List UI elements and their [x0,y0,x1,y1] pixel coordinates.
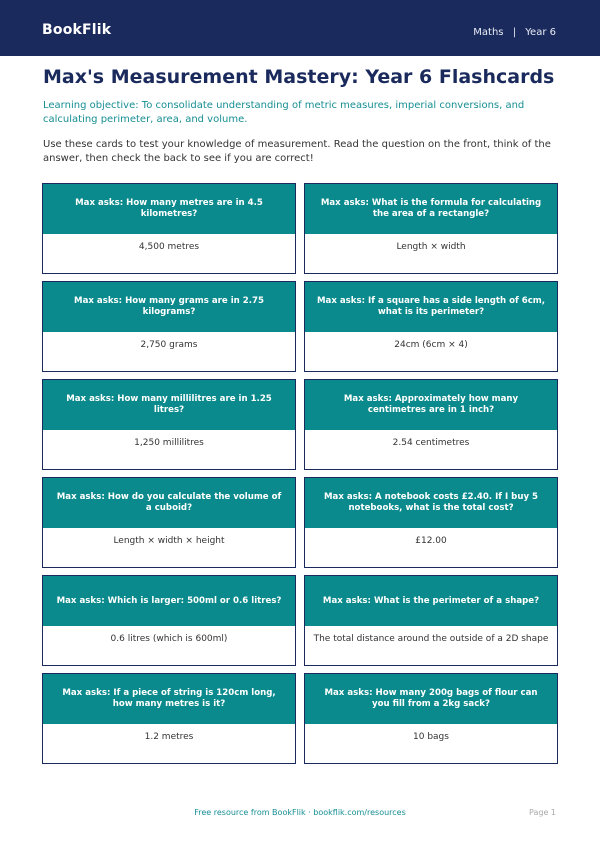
flashcard-answer: 1,250 millilitres [134,438,204,448]
flashcard-answer: 1.2 metres [144,732,194,742]
flashcard-answer: 0.6 litres (which is 600ml) [110,634,228,644]
flashcard[interactable] [304,379,558,470]
flashcard[interactable] [42,575,296,666]
flashcard-question: Max asks: A notebook costs £2.40. If I buy 5 notebooks, what is the total cost? [305,478,557,528]
flashcard-question: Max asks: If a square has a side length of 6cm, what is its perimeter? [305,282,557,332]
flashcard[interactable] [304,281,558,372]
flashcard-question: Max asks: How many metres are in 4.5 kilometres? [43,184,295,234]
intro-text: Use these cards to test your knowledge of measurement. Read the question on the front, think of the answer, then check the back to see if you are correct! [43,139,551,164]
flashcard[interactable] [42,183,296,274]
flashcard[interactable] [304,477,558,568]
flashcard[interactable] [42,281,296,372]
flashcard-question: Max asks: What is the perimeter of a shape? [305,576,557,626]
flashcard-answer: 2.54 centimetres [392,438,470,448]
flashcard[interactable] [304,673,558,764]
subject-label: Maths [473,27,504,38]
flashcard-answer: The total distance around the outside of a 2D shape [313,634,549,644]
flashcard-answer: 2,750 grams [140,340,198,350]
flashcard-question: Max asks: Approximately how many centimetres are in 1 inch? [305,380,557,430]
flashcard[interactable] [304,183,558,274]
subject-meta [473,27,556,38]
flashcard-answer: 10 bags [413,732,449,742]
flashcard[interactable] [42,379,296,470]
year-label: Year 6 [525,27,556,38]
flashcard-answer: 24cm (6cm × 4) [394,340,468,350]
flashcard[interactable] [42,477,296,568]
flashcard-question: Max asks: If a piece of string is 120cm long, how many metres is it? [43,674,295,724]
flashcard[interactable] [42,673,296,764]
flashcard-answer: 4,500 metres [138,242,200,252]
flashcard[interactable] [304,575,558,666]
flashcard-question: Max asks: What is the formula for calculating the area of a rectangle? [305,184,557,234]
flashcard-answer: Length × width [396,242,466,252]
learning-objective: Learning objective: To consolidate understanding of metric measures, imperial conversions, and calculating perimeter, area, and volume. [43,100,525,125]
flashcard-question: Max asks: How many grams are in 2.75 kilograms? [43,282,295,332]
flashcard-answer: Length × width × height [113,536,225,546]
page-title: Max's Measurement Mastery: Year 6 Flashcards [43,66,555,88]
meta-separator: | [512,27,517,38]
flashcard-question: Max asks: How many 200g bags of flour can you fill from a 2kg sack? [305,674,557,724]
top-bar [0,0,600,56]
flashcard-question: Max asks: Which is larger: 500ml or 0.6 litres? [43,576,295,626]
flashcard-question: Max asks: How do you calculate the volume of a cuboid? [43,478,295,528]
page-number: Page 1 [529,808,556,817]
brand-logo-text[interactable]: BookFlik [42,22,112,38]
footer-credit[interactable]: Free resource from BookFlik · bookflik.com/resources [194,808,406,817]
flashcard-question: Max asks: How many millilitres are in 1.25 litres? [43,380,295,430]
flashcard-answer: £12.00 [415,536,447,546]
